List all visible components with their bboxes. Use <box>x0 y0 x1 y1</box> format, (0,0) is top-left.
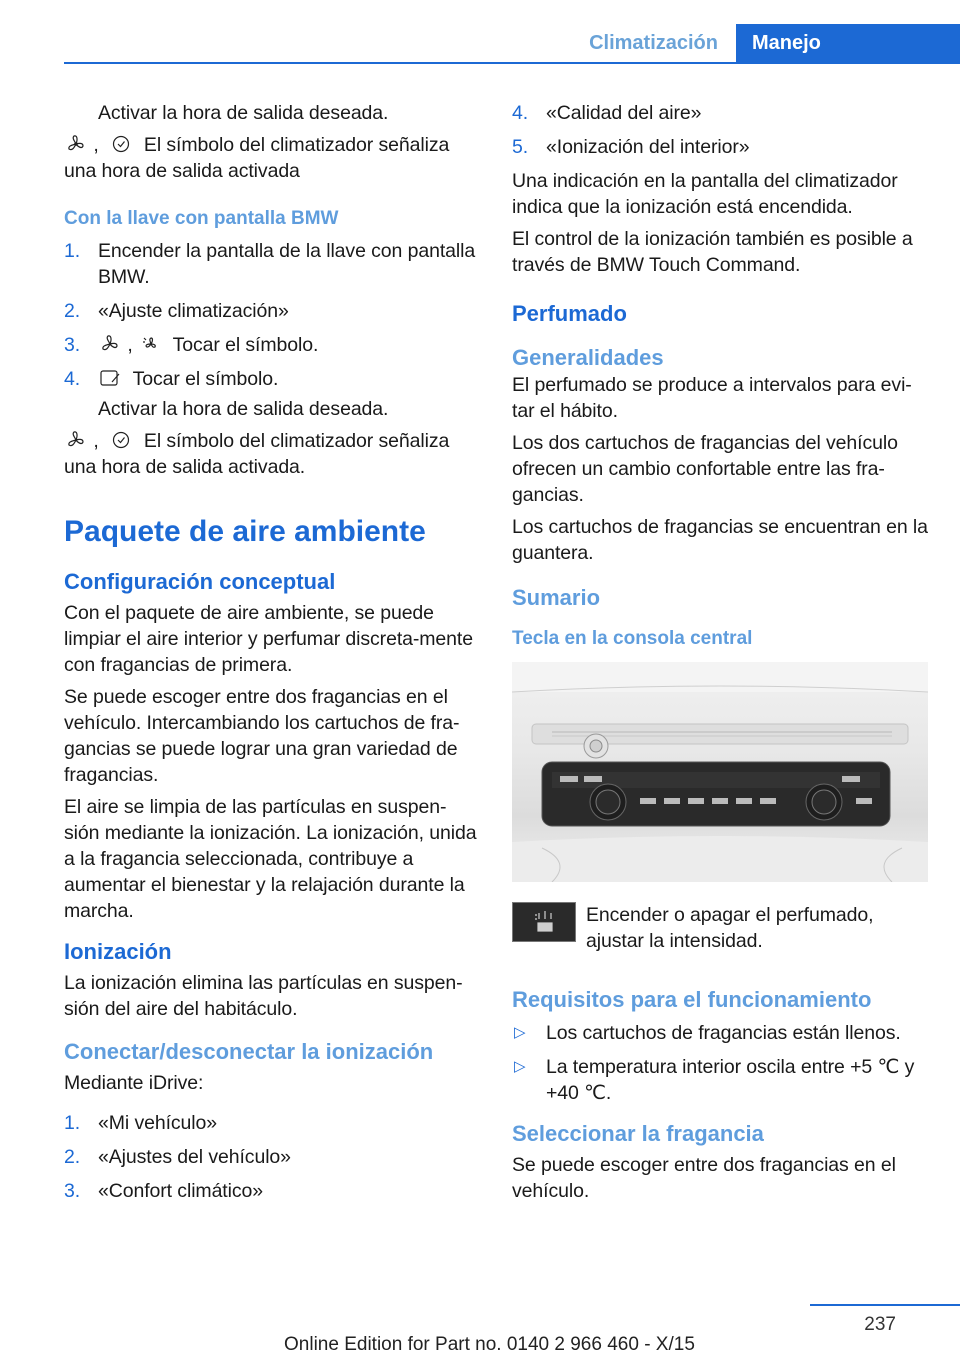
page-number: 237 <box>864 1314 896 1335</box>
ion-p: La ionización elimina las partículas en suspen-sión del aire del habitáculo. <box>64 972 463 1020</box>
list-item: 1. «Mi vehículo» <box>64 1112 218 1134</box>
fan-small-icon <box>138 334 162 354</box>
page-header <box>569 24 960 62</box>
timer-edit-icon <box>98 368 122 388</box>
timer-icon <box>109 134 133 154</box>
gen-heading: Generalidades <box>512 345 664 370</box>
page-footer <box>0 1304 960 1362</box>
gen-p1: El perfumado se produce a intervalos para evi-tar el hábito. <box>512 374 912 422</box>
list-item: 1. Encender la pantalla de la llave con pantalla BMW. <box>64 240 476 288</box>
header-section[interactable]: Climatización <box>589 31 718 54</box>
list-item: 4. «Calidad del aire» <box>512 102 702 124</box>
fragrance-button-icon <box>512 902 576 942</box>
list-item: 3. , Tocar el símbolo. <box>64 334 319 356</box>
req-heading: Requisitos para el funcionamiento <box>512 987 872 1012</box>
list-item: 5. «Ionización del interior» <box>512 136 750 158</box>
gen-p3: Los cartuchos de fragancias se encuentran en la guantera. <box>512 516 928 564</box>
concept-heading: Configuración conceptual <box>64 569 336 594</box>
list-item: 4. Tocar el símbolo. <box>64 368 279 390</box>
footer-rule <box>810 1304 960 1306</box>
button-desc: Encender o apagar el perfumado, ajustar la intensidad. <box>586 904 874 952</box>
concept-p1: Con el paquete de aire ambiente, se puede limpiar el aire interior y perfumar discreta-mente con fragancias de primera. <box>64 602 473 676</box>
ion-toggle-heading: Conectar/desconectar la ionización <box>64 1039 434 1064</box>
list-item: 3. «Confort climático» <box>64 1180 264 1202</box>
ion-p1: Una indicación en la pantalla del climatizador indica que la ionización está encendida. <box>512 170 898 218</box>
button-legend <box>512 902 928 960</box>
concept-p3: El aire se limpia de las partículas en suspen-sión mediante la ionización. La ionización, unida a la fragancia seleccionada, contribuye a aumentar el bienestar y la relajación durante la marcha. <box>64 796 477 922</box>
ion-heading: Ionización <box>64 939 172 964</box>
sum-heading: Sumario <box>512 585 601 610</box>
header-rule <box>64 62 960 64</box>
list-item: ▷ Los cartuchos de fragancias están llenos. <box>514 1022 901 1044</box>
left-column <box>64 100 480 1212</box>
fan-icon <box>98 334 122 354</box>
timer-icon <box>109 430 133 450</box>
header-chapter[interactable]: Manejo <box>736 24 960 62</box>
note-1-text: El símbolo del climatizador señaliza una hora de salida activada <box>64 134 450 182</box>
ion-p2: El control de la ionización también es posible a través de BMW Touch Command. <box>512 228 913 276</box>
fan-icon <box>64 134 88 154</box>
note-2: , El símbolo del climatizador señaliza una hora de salida activada. <box>64 430 450 478</box>
sel-heading: Seleccionar la fragancia <box>512 1121 764 1146</box>
list-item: 2. «Ajuste climatización» <box>64 300 289 322</box>
perf-heading: Perfumado <box>512 301 627 326</box>
ion-via: Mediante iDrive: <box>64 1072 204 1094</box>
edition-text: Online Edition for Part no. 0140 2 966 460 - X/15 <box>284 1334 695 1355</box>
sel-p: Se puede escoger entre dos fragancias en el vehículo. <box>512 1154 896 1202</box>
note-1: , El símbolo del climatizador señaliza una hora de salida activada <box>64 134 450 182</box>
intro-line: Activar la hora de salida deseada. <box>98 102 389 124</box>
right-column <box>512 100 928 1210</box>
section-title: Paquete de aire ambiente <box>64 515 426 548</box>
key-heading: Con la llave con pantalla BMW <box>64 208 339 229</box>
fan-icon <box>64 430 88 450</box>
concept-p2: Se puede escoger entre dos fragancias en el vehículo. Intercambiando los cartuchos de fra-gancias se puede lograr una gran variedad de fragancias. <box>64 686 460 786</box>
list-item: 2. «Ajustes del vehículo» <box>64 1146 291 1168</box>
console-photo <box>512 662 928 882</box>
console-heading: Tecla en la consola central <box>512 628 753 649</box>
list-item: ▷ La temperatura interior oscila entre +5 ℃ y +40 ℃. <box>514 1056 915 1104</box>
key-after: Activar la hora de salida deseada. <box>98 398 389 420</box>
gen-p2: Los dos cartuchos de fragancias del vehículo ofrecen un cambio confortable entre las fra-gancias. <box>512 432 898 506</box>
